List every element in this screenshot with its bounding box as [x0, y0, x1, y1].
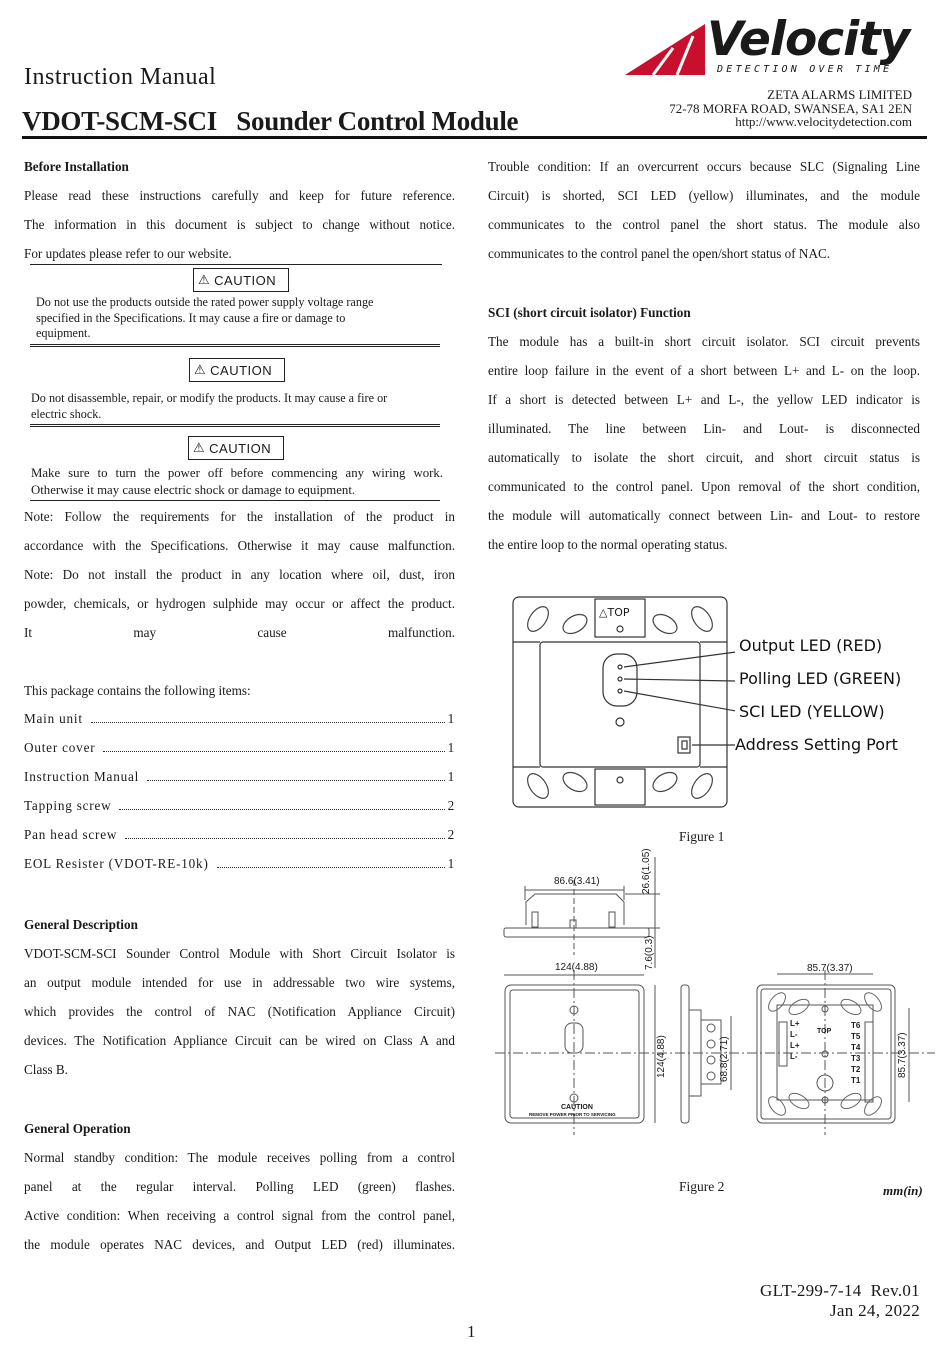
- text-line: Circuit) is shorted, SCI LED (yellow) illuminates, and the module: [488, 188, 920, 203]
- cover-caution: CAUTION: [561, 1104, 593, 1111]
- caution-text: [31, 465, 443, 499]
- package-item: Instruction Manual 1: [24, 769, 455, 784]
- dim-label: 85.7(3.37): [807, 963, 853, 974]
- dim-label: 85.7(3.37): [897, 1032, 908, 1078]
- page-title: VDOT-SCM-SCI Sounder Control Module: [22, 106, 519, 136]
- text-line: accordance with the Specifications. Otherwise it may cause malfunction.: [24, 538, 455, 553]
- company-url[interactable]: http://www.velocitydetection.com: [735, 114, 912, 129]
- package-item: EOL Resister (VDOT-RE-10k) 1: [24, 856, 455, 871]
- doc-code: GLT-299-7-14 Rev.01: [760, 1281, 920, 1300]
- dim-label: 86.6(3.41): [554, 876, 600, 887]
- warning-triangle-icon: ⚠: [194, 362, 207, 377]
- general-description-heading: General Description: [24, 917, 138, 932]
- callout-address-port: Address Setting Port: [735, 735, 898, 754]
- caution-text: [36, 295, 373, 342]
- figure-2-caption: Figure 2: [679, 1179, 725, 1194]
- doc-type: Instruction Manual: [24, 64, 217, 90]
- figure-1: [510, 594, 735, 814]
- warning-triangle-icon: ⚠: [193, 440, 206, 455]
- text-line: Active condition: When receiving a control signal from the control panel,: [24, 1208, 455, 1223]
- package-intro: This package contains the following items:: [24, 683, 251, 698]
- text-line: If a short is detected between L+ and L-, the yellow LED indicator is: [488, 392, 920, 407]
- sci-text: [488, 327, 920, 559]
- text-line: equipment.: [36, 326, 91, 340]
- package-item: Main unit 1: [24, 711, 455, 726]
- text-line: automatically to isolate the short circuit, and short circuit status is: [488, 450, 920, 465]
- divider: [30, 264, 442, 265]
- before-installation-heading: Before Installation: [24, 159, 129, 174]
- text-line: The information in this document is subject to change without notice.: [24, 217, 455, 232]
- callout-polling-led: Polling LED (GREEN): [739, 669, 902, 688]
- text-line: VDOT-SCM-SCI Sounder Control Module with Short Circuit Isolator is: [24, 946, 455, 961]
- text-line: Otherwise it may cause electric shock or damage to equipment.: [31, 483, 356, 497]
- dim-label: 68.8(2.71): [719, 1036, 730, 1082]
- notes: [24, 502, 455, 647]
- text-line: Normal standby condition: The module receives polling from a control: [24, 1150, 455, 1165]
- text-line: Class B.: [24, 1062, 68, 1077]
- text-line: Do not disassemble, repair, or modify the products. It may cause a fire or: [31, 391, 388, 405]
- text-line: communicates to the control panel the open/short status of NAC.: [488, 246, 831, 261]
- cover-warning-text: REMOVE POWER PRIOR TO SERVICING: [529, 1112, 616, 1117]
- text-line: an output module intended for use in addressable two wire systems,: [24, 975, 455, 990]
- logo-tagline: DETECTION OVER TIME: [717, 64, 893, 75]
- callout-output-led: Output LED (RED): [739, 636, 883, 655]
- general-operation-text: [24, 1143, 455, 1259]
- terminal-labels-right: T6 T5 T4 T3 T2 T1: [851, 1021, 861, 1085]
- text-line: panel at the regular interval. Polling LED (green) flashes.: [24, 1179, 455, 1194]
- sci-heading: SCI (short circuit isolator) Function: [488, 305, 691, 320]
- caution-label: ⚠ CAUTION: [193, 268, 289, 292]
- header-rule: [22, 136, 927, 139]
- dim-label: 26.6(1.05): [641, 848, 652, 894]
- text-line: electric shock.: [31, 406, 102, 421]
- top-label: TOP: [817, 1028, 832, 1035]
- caution-label: ⚠ CAUTION: [189, 358, 285, 382]
- figure-2: [495, 850, 935, 1140]
- text-line: communicated to the control panel. Upon removal of the short condition,: [488, 479, 920, 494]
- before-installation-text: [24, 181, 455, 268]
- package-item: Pan head screw 2: [24, 827, 455, 842]
- text-line: Trouble condition: If an overcurrent occurs because SLC (Signaling Line: [488, 159, 920, 174]
- general-description-text: [24, 939, 455, 1084]
- text-line: It may cause malfunction.: [24, 625, 455, 640]
- figure-1-caption: Figure 1: [679, 829, 725, 844]
- caution-label: ⚠ CAUTION: [188, 436, 284, 460]
- logo-wordmark: Velocity: [707, 12, 910, 67]
- text-line: the module operates NAC devices, and Output LED (red) illuminates.: [24, 1237, 455, 1252]
- top-arrow-label: △TOP: [599, 606, 630, 619]
- trouble-condition-text: [488, 152, 920, 268]
- text-line: Note: Do not install the product in any location where oil, dust, iron: [24, 567, 455, 582]
- divider: [30, 344, 440, 347]
- text-line: Please read these instructions carefully and keep for future reference.: [24, 188, 455, 203]
- text-line: entire loop failure in the event of a short between L+ and L- on the loop.: [488, 363, 920, 378]
- company-name: ZETA ALARMS LIMITED: [767, 87, 912, 102]
- text-line: communicates to the control panel the short status. The module also: [488, 217, 920, 232]
- divider: [30, 500, 440, 501]
- text-line: specified in the Specifications. It may cause a fire or damage to: [36, 310, 346, 325]
- units-note: mm(in): [883, 1183, 923, 1198]
- doc-date: Jan 24, 2022: [829, 1301, 920, 1320]
- footer-doc-info: [760, 1281, 920, 1321]
- text-line: Make sure to turn the power off before commencing any wiring work.: [31, 466, 443, 480]
- text-line: Do not use the products outside the rated power supply voltage range: [36, 295, 374, 309]
- terminal-labels-left: L+ L- L+ L-: [790, 1019, 800, 1061]
- general-operation-heading: General Operation: [24, 1121, 131, 1136]
- text-line: Note: Follow the requirements for the installation of the product in: [24, 509, 455, 524]
- text-line: devices. The Notification Appliance Circuit can be wired on Class A and: [24, 1033, 455, 1048]
- text-line: powder, chemicals, or hydrogen sulphide may occur or affect the product.: [24, 596, 455, 611]
- dim-label: 7.6(0.3): [644, 935, 655, 970]
- velocity-logo: [625, 12, 915, 78]
- callout-sci-led: SCI LED (YELLOW): [739, 702, 885, 721]
- package-item: Outer cover 1: [24, 740, 455, 755]
- company-address: 72-78 MORFA ROAD, SWANSEA, SA1 2EN: [669, 100, 912, 116]
- text-line: For updates please refer to our website.: [24, 246, 232, 261]
- package-item: Tapping screw 2: [24, 798, 455, 813]
- dim-label: 124(4.88): [555, 962, 598, 973]
- text-line: The module has a built-in short circuit isolator. SCI circuit prevents: [488, 334, 920, 349]
- text-line: illuminated. The line between Lin- and Lout- is disconnected: [488, 421, 920, 436]
- text-line: the module will automatically connect between Lin- and Lout- to restore: [488, 508, 920, 523]
- company-info: [669, 88, 912, 129]
- warning-triangle-icon: ⚠: [198, 272, 211, 287]
- caution-text: [31, 391, 387, 422]
- dim-label: 124(4.88): [656, 1035, 667, 1078]
- divider: [30, 424, 440, 427]
- page-number: 1: [467, 1322, 476, 1341]
- text-line: the entire loop to the normal operating status.: [488, 537, 728, 552]
- text-line: which provides the control of NAC (Notification Appliance Circuit): [24, 1004, 455, 1019]
